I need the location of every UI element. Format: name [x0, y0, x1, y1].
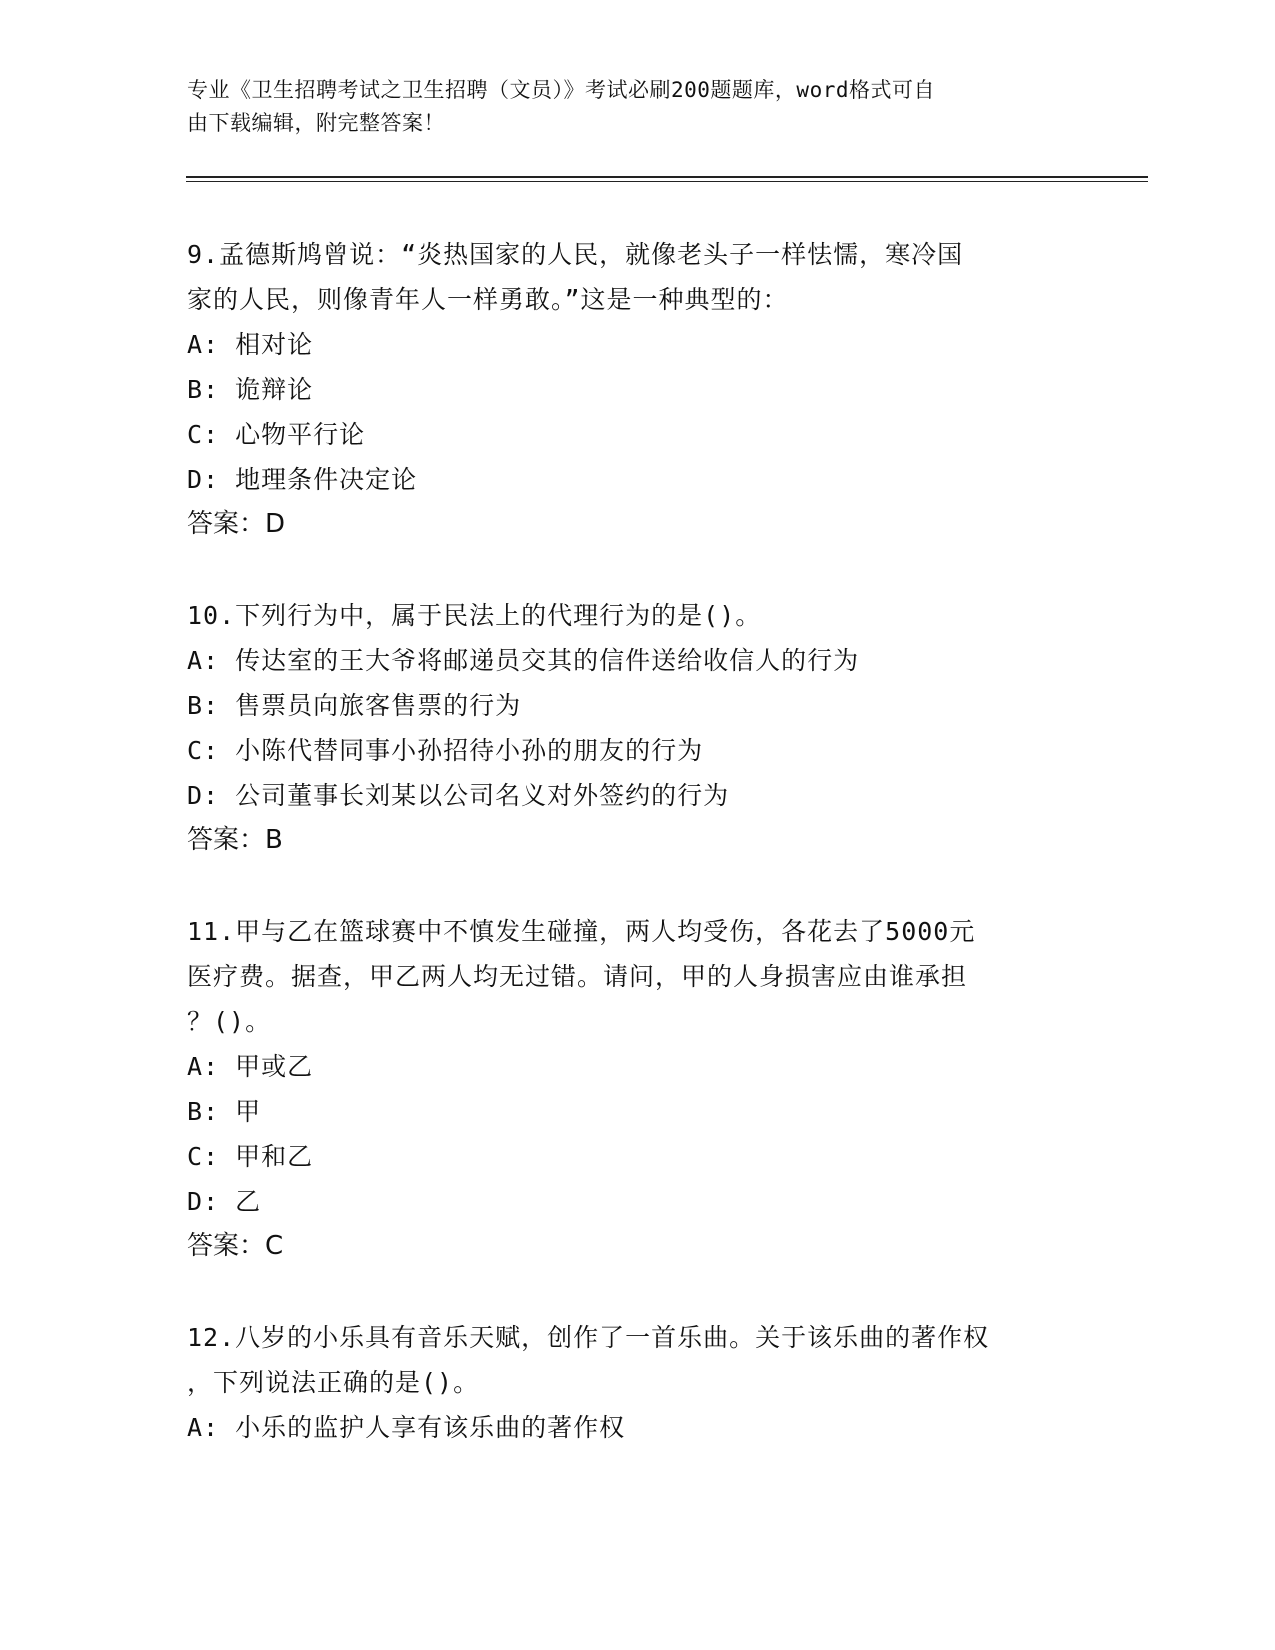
header-line-2: 由下载编辑，附完整答案！: [187, 111, 445, 135]
answer-line: 答案：D: [187, 509, 286, 539]
question-list: [187, 232, 1087, 1496]
option-b: B: 甲: [187, 1097, 262, 1126]
option-d: D: 公司董事长刘某以公司名义对外签约的行为: [187, 781, 730, 810]
option-d: D: 乙: [187, 1187, 262, 1216]
question-11: [187, 909, 1087, 1269]
option-b: B: 售票员向旅客售票的行为: [187, 691, 522, 720]
option-a: A: 相对论: [187, 330, 314, 359]
answer-line: 答案：B: [187, 825, 283, 855]
stem-line: 12.八岁的小乐具有音乐天赋，创作了一首乐曲。关于该乐曲的著作权: [187, 1323, 990, 1352]
option-a: A: 甲或乙: [187, 1052, 314, 1081]
question-12: [187, 1315, 1087, 1450]
stem-line: ，下列说法正确的是()。: [187, 1368, 480, 1397]
option-a: A: 传达室的王大爷将邮递员交其的信件送给收信人的行为: [187, 646, 860, 675]
option-c: C: 小陈代替同事小孙招待小孙的朋友的行为: [187, 736, 704, 765]
question-10: [187, 593, 1087, 863]
stem-line: 医疗费。据查，甲乙两人均无过错。请问，甲的人身损害应由谁承担: [187, 962, 968, 991]
header-divider-thick: [186, 176, 1148, 178]
answer-line: 答案：C: [187, 1231, 284, 1261]
question-9: [187, 232, 1087, 547]
stem-line: 家的人民，则像青年人一样勇敢。”这是一种典型的：: [187, 285, 789, 314]
stem-line: ？()。: [187, 1007, 272, 1036]
stem-line: 11.甲与乙在篮球赛中不慎发生碰撞，两人均受伤，各花去了5000元: [187, 917, 976, 946]
question-stem: [187, 232, 1087, 322]
option-d: D: 地理条件决定论: [187, 465, 418, 494]
header-divider-thin: [186, 181, 1148, 182]
stem-line: 10.下列行为中，属于民法上的代理行为的是()。: [187, 601, 762, 630]
question-stem: [187, 593, 1087, 638]
document-header: [187, 74, 1087, 140]
option-c: C: 甲和乙: [187, 1142, 314, 1171]
question-stem: [187, 1315, 1087, 1405]
question-stem: [187, 909, 1087, 1044]
header-line-1: 专业《卫生招聘考试之卫生招聘（文员）》考试必刷200题题库，word格式可自: [187, 78, 935, 102]
option-c: C: 心物平行论: [187, 420, 366, 449]
option-b: B: 诡辩论: [187, 375, 314, 404]
option-a: A: 小乐的监护人享有该乐曲的著作权: [187, 1413, 626, 1442]
stem-line: 9.孟德斯鸠曾说：“炎热国家的人民，就像老头子一样怯懦，寒冷国: [187, 240, 964, 269]
